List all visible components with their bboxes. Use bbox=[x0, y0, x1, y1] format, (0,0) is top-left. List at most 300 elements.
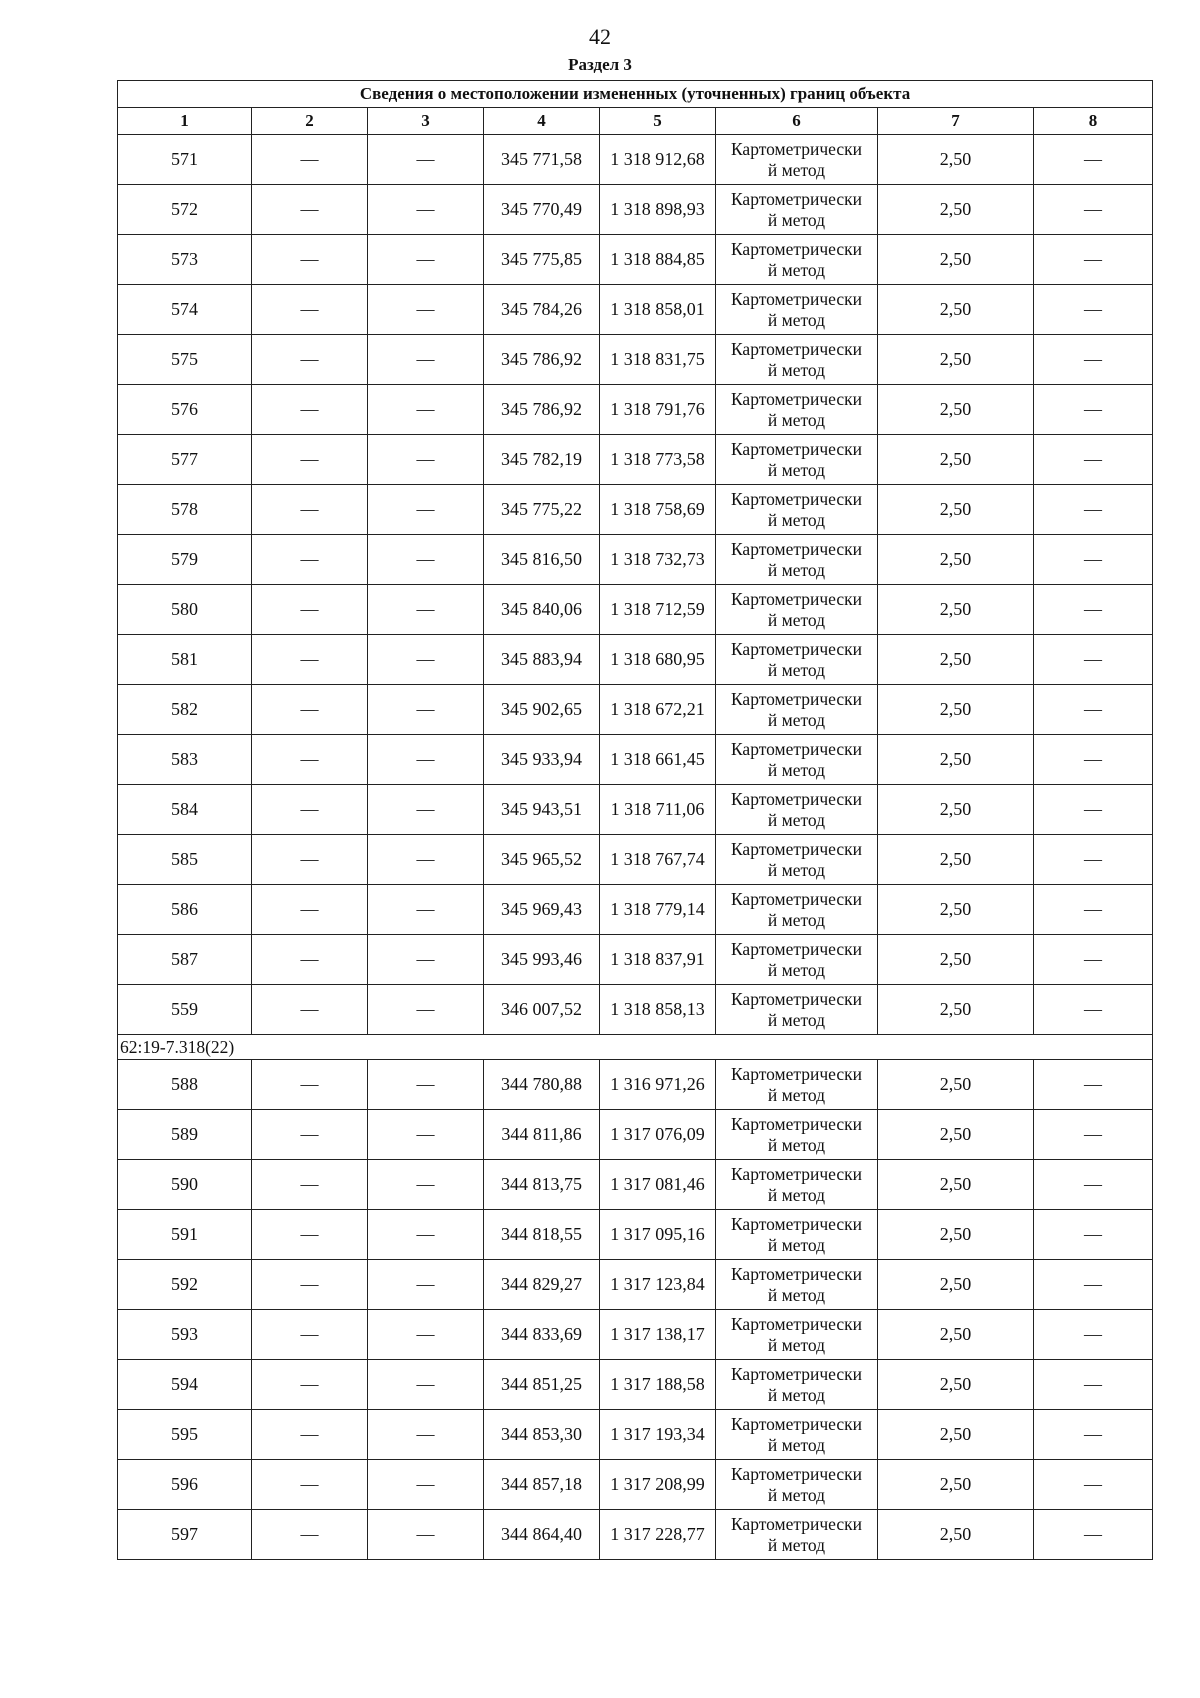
column-8-cell: — bbox=[1034, 1410, 1153, 1460]
method-cell bbox=[716, 385, 878, 435]
accuracy-cell: 2,50 bbox=[878, 135, 1034, 185]
y-coordinate-cell: 1 318 773,58 bbox=[600, 435, 716, 485]
accuracy-cell: 2,50 bbox=[878, 1060, 1034, 1110]
table-row bbox=[118, 1160, 1153, 1210]
method-cell bbox=[716, 585, 878, 635]
method-text-line: й метод bbox=[767, 659, 826, 680]
column-8-cell: — bbox=[1034, 535, 1153, 585]
method-text-line: й метод bbox=[767, 1434, 826, 1455]
point-number-cell: 582 bbox=[118, 685, 252, 735]
column-2-cell: — bbox=[252, 1110, 368, 1160]
method-text-line: й метод bbox=[767, 1184, 826, 1205]
column-2-cell: — bbox=[252, 285, 368, 335]
method-cell bbox=[716, 335, 878, 385]
column-8-cell: — bbox=[1034, 185, 1153, 235]
y-coordinate-cell: 1 317 123,84 bbox=[600, 1260, 716, 1310]
column-3-cell: — bbox=[368, 485, 484, 535]
point-number-cell: 559 bbox=[118, 985, 252, 1035]
point-number-cell: 586 bbox=[118, 885, 252, 935]
table-row bbox=[118, 485, 1153, 535]
y-coordinate-cell: 1 318 858,01 bbox=[600, 285, 716, 335]
x-coordinate-cell: 345 816,50 bbox=[484, 535, 600, 585]
column-2-cell: — bbox=[252, 835, 368, 885]
column-2-cell: — bbox=[252, 1360, 368, 1410]
method-text-line: й метод bbox=[767, 209, 826, 230]
column-number: 4 bbox=[484, 108, 600, 135]
column-number: 7 bbox=[878, 108, 1034, 135]
method-text-line: й метод bbox=[767, 609, 826, 630]
column-3-cell: — bbox=[368, 1510, 484, 1560]
column-8-cell: — bbox=[1034, 635, 1153, 685]
column-number: 1 bbox=[118, 108, 252, 135]
x-coordinate-cell: 344 818,55 bbox=[484, 1210, 600, 1260]
accuracy-cell: 2,50 bbox=[878, 1160, 1034, 1210]
accuracy-cell: 2,50 bbox=[878, 585, 1034, 635]
column-8-cell: — bbox=[1034, 1510, 1153, 1560]
table-row bbox=[118, 435, 1153, 485]
method-text-line: Картометрически bbox=[730, 588, 863, 609]
method-text-line: Картометрически bbox=[730, 888, 863, 909]
method-text-line: Картометрически bbox=[730, 838, 863, 859]
column-2-cell: — bbox=[252, 235, 368, 285]
column-8-cell: — bbox=[1034, 1360, 1153, 1410]
column-2-cell: — bbox=[252, 385, 368, 435]
column-3-cell: — bbox=[368, 685, 484, 735]
column-8-cell: — bbox=[1034, 785, 1153, 835]
accuracy-cell: 2,50 bbox=[878, 435, 1034, 485]
table-row bbox=[118, 735, 1153, 785]
method-text-line: й метод bbox=[767, 1534, 826, 1555]
method-text-line: Картометрически bbox=[730, 1363, 863, 1384]
x-coordinate-cell: 345 771,58 bbox=[484, 135, 600, 185]
column-2-cell: — bbox=[252, 735, 368, 785]
column-2-cell: — bbox=[252, 785, 368, 835]
column-3-cell: — bbox=[368, 785, 484, 835]
column-8-cell: — bbox=[1034, 285, 1153, 335]
method-text-line: й метод bbox=[767, 309, 826, 330]
y-coordinate-cell: 1 318 837,91 bbox=[600, 935, 716, 985]
point-number-cell: 587 bbox=[118, 935, 252, 985]
column-3-cell: — bbox=[368, 885, 484, 935]
method-text-line: Картометрически bbox=[730, 1113, 863, 1134]
point-number-cell: 580 bbox=[118, 585, 252, 635]
column-2-cell: — bbox=[252, 935, 368, 985]
accuracy-cell: 2,50 bbox=[878, 685, 1034, 735]
column-8-cell: — bbox=[1034, 885, 1153, 935]
column-3-cell: — bbox=[368, 235, 484, 285]
method-text-line: Картометрически bbox=[730, 1463, 863, 1484]
accuracy-cell: 2,50 bbox=[878, 535, 1034, 585]
method-text-line: Картометрически bbox=[730, 1163, 863, 1184]
point-number-cell: 571 bbox=[118, 135, 252, 185]
y-coordinate-cell: 1 317 095,16 bbox=[600, 1210, 716, 1260]
table-row bbox=[118, 835, 1153, 885]
method-text-line: Картометрически bbox=[730, 788, 863, 809]
y-coordinate-cell: 1 318 767,74 bbox=[600, 835, 716, 885]
method-text-line: й метод bbox=[767, 1234, 826, 1255]
column-8-cell: — bbox=[1034, 735, 1153, 785]
column-8-cell: — bbox=[1034, 835, 1153, 885]
table-row bbox=[118, 385, 1153, 435]
accuracy-cell: 2,50 bbox=[878, 1310, 1034, 1360]
column-3-cell: — bbox=[368, 985, 484, 1035]
method-cell bbox=[716, 435, 878, 485]
point-number-cell: 595 bbox=[118, 1410, 252, 1460]
column-2-cell: — bbox=[252, 985, 368, 1035]
method-text-line: й метод bbox=[767, 1334, 826, 1355]
method-text-line: Картометрически bbox=[730, 188, 863, 209]
column-2-cell: — bbox=[252, 1510, 368, 1560]
column-2-cell: — bbox=[252, 585, 368, 635]
table-row bbox=[118, 285, 1153, 335]
column-2-cell: — bbox=[252, 1310, 368, 1360]
x-coordinate-cell: 345 840,06 bbox=[484, 585, 600, 635]
column-3-cell: — bbox=[368, 535, 484, 585]
method-cell bbox=[716, 285, 878, 335]
method-text-line: й метод bbox=[767, 1384, 826, 1405]
column-3-cell: — bbox=[368, 1060, 484, 1110]
method-cell bbox=[716, 1460, 878, 1510]
column-8-cell: — bbox=[1034, 1110, 1153, 1160]
table-row bbox=[118, 1210, 1153, 1260]
x-coordinate-cell: 346 007,52 bbox=[484, 985, 600, 1035]
table-row bbox=[118, 1310, 1153, 1360]
column-3-cell: — bbox=[368, 735, 484, 785]
column-3-cell: — bbox=[368, 635, 484, 685]
y-coordinate-cell: 1 318 661,45 bbox=[600, 735, 716, 785]
method-cell bbox=[716, 135, 878, 185]
column-3-cell: — bbox=[368, 285, 484, 335]
table-row bbox=[118, 585, 1153, 635]
accuracy-cell: 2,50 bbox=[878, 1410, 1034, 1460]
y-coordinate-cell: 1 318 711,06 bbox=[600, 785, 716, 835]
method-cell bbox=[716, 1360, 878, 1410]
method-text-line: й метод bbox=[767, 859, 826, 880]
x-coordinate-cell: 345 902,65 bbox=[484, 685, 600, 735]
method-text-line: Картометрически bbox=[730, 1313, 863, 1334]
method-text-line: Картометрически bbox=[730, 988, 863, 1009]
column-2-cell: — bbox=[252, 485, 368, 535]
column-2-cell: — bbox=[252, 435, 368, 485]
method-text-line: й метод bbox=[767, 259, 826, 280]
column-3-cell: — bbox=[368, 585, 484, 635]
group-label: 62:19-7.318(22) bbox=[118, 1035, 1153, 1060]
column-3-cell: — bbox=[368, 1360, 484, 1410]
column-3-cell: — bbox=[368, 1460, 484, 1510]
point-number-cell: 589 bbox=[118, 1110, 252, 1160]
column-2-cell: — bbox=[252, 635, 368, 685]
column-8-cell: — bbox=[1034, 1160, 1153, 1210]
x-coordinate-cell: 345 782,19 bbox=[484, 435, 600, 485]
column-number: 5 bbox=[600, 108, 716, 135]
table-row bbox=[118, 535, 1153, 585]
method-text-line: Картометрически bbox=[730, 338, 863, 359]
method-cell bbox=[716, 1260, 878, 1310]
method-text-line: Картометрически bbox=[730, 1213, 863, 1234]
method-cell bbox=[716, 935, 878, 985]
accuracy-cell: 2,50 bbox=[878, 235, 1034, 285]
method-cell bbox=[716, 635, 878, 685]
point-number-cell: 578 bbox=[118, 485, 252, 535]
column-number: 2 bbox=[252, 108, 368, 135]
y-coordinate-cell: 1 317 228,77 bbox=[600, 1510, 716, 1560]
method-cell bbox=[716, 185, 878, 235]
method-cell bbox=[716, 885, 878, 935]
x-coordinate-cell: 345 993,46 bbox=[484, 935, 600, 985]
column-8-cell: — bbox=[1034, 1310, 1153, 1360]
method-text-line: й метод bbox=[767, 409, 826, 430]
table-caption: Сведения о местоположении измененных (уточненных) границ объекта bbox=[118, 81, 1153, 108]
column-3-cell: — bbox=[368, 835, 484, 885]
method-cell bbox=[716, 785, 878, 835]
point-number-cell: 575 bbox=[118, 335, 252, 385]
point-number-cell: 590 bbox=[118, 1160, 252, 1210]
point-number-cell: 576 bbox=[118, 385, 252, 435]
method-text-line: й метод bbox=[767, 559, 826, 580]
point-number-cell: 591 bbox=[118, 1210, 252, 1260]
table-row bbox=[118, 635, 1153, 685]
method-text-line: й метод bbox=[767, 1009, 826, 1030]
accuracy-cell: 2,50 bbox=[878, 735, 1034, 785]
accuracy-cell: 2,50 bbox=[878, 885, 1034, 935]
method-text-line: Картометрически bbox=[730, 388, 863, 409]
column-2-cell: — bbox=[252, 1060, 368, 1110]
point-number-cell: 597 bbox=[118, 1510, 252, 1560]
x-coordinate-cell: 344 851,25 bbox=[484, 1360, 600, 1410]
method-cell bbox=[716, 1510, 878, 1560]
method-text-line: Картометрически bbox=[730, 438, 863, 459]
method-text-line: й метод bbox=[767, 809, 826, 830]
method-text-line: й метод bbox=[767, 709, 826, 730]
column-2-cell: — bbox=[252, 185, 368, 235]
column-8-cell: — bbox=[1034, 385, 1153, 435]
x-coordinate-cell: 344 853,30 bbox=[484, 1410, 600, 1460]
section-title: Раздел 3 bbox=[568, 55, 632, 74]
method-text-line: Картометрически bbox=[730, 738, 863, 759]
column-8-cell: — bbox=[1034, 485, 1153, 535]
x-coordinate-cell: 344 864,40 bbox=[484, 1510, 600, 1560]
method-text-line: й метод bbox=[767, 759, 826, 780]
x-coordinate-cell: 344 811,86 bbox=[484, 1110, 600, 1160]
method-text-line: Картометрически bbox=[730, 288, 863, 309]
method-cell bbox=[716, 1310, 878, 1360]
y-coordinate-cell: 1 317 081,46 bbox=[600, 1160, 716, 1210]
method-cell bbox=[716, 1060, 878, 1110]
method-text-line: й метод bbox=[767, 959, 826, 980]
y-coordinate-cell: 1 317 188,58 bbox=[600, 1360, 716, 1410]
method-cell bbox=[716, 835, 878, 885]
x-coordinate-cell: 344 833,69 bbox=[484, 1310, 600, 1360]
column-3-cell: — bbox=[368, 1210, 484, 1260]
x-coordinate-cell: 345 883,94 bbox=[484, 635, 600, 685]
table-row bbox=[118, 1460, 1153, 1510]
column-3-cell: — bbox=[368, 435, 484, 485]
accuracy-cell: 2,50 bbox=[878, 1210, 1034, 1260]
table-row bbox=[118, 235, 1153, 285]
method-cell bbox=[716, 735, 878, 785]
x-coordinate-cell: 344 780,88 bbox=[484, 1060, 600, 1110]
x-coordinate-cell: 345 770,49 bbox=[484, 185, 600, 235]
point-number-cell: 573 bbox=[118, 235, 252, 285]
y-coordinate-cell: 1 318 732,73 bbox=[600, 535, 716, 585]
x-coordinate-cell: 345 775,22 bbox=[484, 485, 600, 535]
column-8-cell: — bbox=[1034, 985, 1153, 1035]
page-number: 42 bbox=[589, 24, 611, 49]
column-3-cell: — bbox=[368, 1260, 484, 1310]
column-number: 8 bbox=[1034, 108, 1153, 135]
column-8-cell: — bbox=[1034, 1210, 1153, 1260]
method-text-line: й метод bbox=[767, 459, 826, 480]
column-2-cell: — bbox=[252, 885, 368, 935]
column-2-cell: — bbox=[252, 1260, 368, 1310]
x-coordinate-cell: 345 775,85 bbox=[484, 235, 600, 285]
method-text-line: й метод bbox=[767, 359, 826, 380]
point-number-cell: 584 bbox=[118, 785, 252, 835]
method-text-line: й метод bbox=[767, 159, 826, 180]
method-text-line: Картометрически bbox=[730, 238, 863, 259]
column-8-cell: — bbox=[1034, 335, 1153, 385]
column-2-cell: — bbox=[252, 1160, 368, 1210]
accuracy-cell: 2,50 bbox=[878, 485, 1034, 535]
y-coordinate-cell: 1 318 791,76 bbox=[600, 385, 716, 435]
y-coordinate-cell: 1 318 672,21 bbox=[600, 685, 716, 735]
column-3-cell: — bbox=[368, 1310, 484, 1360]
column-8-cell: — bbox=[1034, 935, 1153, 985]
column-2-cell: — bbox=[252, 685, 368, 735]
column-8-cell: — bbox=[1034, 1260, 1153, 1310]
column-8-cell: — bbox=[1034, 135, 1153, 185]
method-text-line: й метод bbox=[767, 1134, 826, 1155]
method-text-line: Картометрически bbox=[730, 1063, 863, 1084]
y-coordinate-cell: 1 317 193,34 bbox=[600, 1410, 716, 1460]
y-coordinate-cell: 1 317 138,17 bbox=[600, 1310, 716, 1360]
x-coordinate-cell: 344 829,27 bbox=[484, 1260, 600, 1310]
x-coordinate-cell: 344 857,18 bbox=[484, 1460, 600, 1510]
column-8-cell: — bbox=[1034, 235, 1153, 285]
column-2-cell: — bbox=[252, 1460, 368, 1510]
point-number-cell: 572 bbox=[118, 185, 252, 235]
table-row bbox=[118, 935, 1153, 985]
x-coordinate-cell: 345 933,94 bbox=[484, 735, 600, 785]
point-number-cell: 577 bbox=[118, 435, 252, 485]
x-coordinate-cell: 344 813,75 bbox=[484, 1160, 600, 1210]
accuracy-cell: 2,50 bbox=[878, 1460, 1034, 1510]
table-row bbox=[118, 1360, 1153, 1410]
column-2-cell: — bbox=[252, 1210, 368, 1260]
x-coordinate-cell: 345 786,92 bbox=[484, 385, 600, 435]
point-number-cell: 581 bbox=[118, 635, 252, 685]
table-row bbox=[118, 185, 1153, 235]
x-coordinate-cell: 345 969,43 bbox=[484, 885, 600, 935]
column-3-cell: — bbox=[368, 385, 484, 435]
accuracy-cell: 2,50 bbox=[878, 385, 1034, 435]
column-3-cell: — bbox=[368, 935, 484, 985]
method-text-line: й метод bbox=[767, 1484, 826, 1505]
method-text-line: Картометрически bbox=[730, 638, 863, 659]
accuracy-cell: 2,50 bbox=[878, 185, 1034, 235]
method-text-line: й метод bbox=[767, 1084, 826, 1105]
method-cell bbox=[716, 985, 878, 1035]
method-text-line: Картометрически bbox=[730, 1413, 863, 1434]
point-number-cell: 593 bbox=[118, 1310, 252, 1360]
column-3-cell: — bbox=[368, 1410, 484, 1460]
column-2-cell: — bbox=[252, 535, 368, 585]
point-number-cell: 583 bbox=[118, 735, 252, 785]
point-number-cell: 574 bbox=[118, 285, 252, 335]
y-coordinate-cell: 1 317 208,99 bbox=[600, 1460, 716, 1510]
point-number-cell: 585 bbox=[118, 835, 252, 885]
y-coordinate-cell: 1 318 898,93 bbox=[600, 185, 716, 235]
column-8-cell: — bbox=[1034, 435, 1153, 485]
method-cell bbox=[716, 535, 878, 585]
method-text-line: Картометрически bbox=[730, 688, 863, 709]
accuracy-cell: 2,50 bbox=[878, 1360, 1034, 1410]
x-coordinate-cell: 345 784,26 bbox=[484, 285, 600, 335]
y-coordinate-cell: 1 318 858,13 bbox=[600, 985, 716, 1035]
method-text-line: й метод bbox=[767, 1284, 826, 1305]
table-row bbox=[118, 985, 1153, 1035]
x-coordinate-cell: 345 965,52 bbox=[484, 835, 600, 885]
table-row bbox=[118, 785, 1153, 835]
column-2-cell: — bbox=[252, 335, 368, 385]
method-cell bbox=[716, 485, 878, 535]
accuracy-cell: 2,50 bbox=[878, 935, 1034, 985]
x-coordinate-cell: 345 943,51 bbox=[484, 785, 600, 835]
method-cell bbox=[716, 1410, 878, 1460]
table-row bbox=[118, 1260, 1153, 1310]
accuracy-cell: 2,50 bbox=[878, 1260, 1034, 1310]
method-cell bbox=[716, 685, 878, 735]
method-text-line: Картометрически bbox=[730, 1513, 863, 1534]
table-row bbox=[118, 1410, 1153, 1460]
column-2-cell: — bbox=[252, 135, 368, 185]
method-cell bbox=[716, 1160, 878, 1210]
y-coordinate-cell: 1 318 680,95 bbox=[600, 635, 716, 685]
column-number: 3 bbox=[368, 108, 484, 135]
table-row bbox=[118, 1110, 1153, 1160]
table-row bbox=[118, 335, 1153, 385]
column-8-cell: — bbox=[1034, 1460, 1153, 1510]
accuracy-cell: 2,50 bbox=[878, 835, 1034, 885]
coordinates-table bbox=[117, 80, 1153, 1560]
group-label-row bbox=[118, 1035, 1153, 1060]
column-2-cell: — bbox=[252, 1410, 368, 1460]
point-number-cell: 588 bbox=[118, 1060, 252, 1110]
point-number-cell: 594 bbox=[118, 1360, 252, 1410]
y-coordinate-cell: 1 316 971,26 bbox=[600, 1060, 716, 1110]
y-coordinate-cell: 1 318 712,59 bbox=[600, 585, 716, 635]
column-3-cell: — bbox=[368, 1160, 484, 1210]
method-text-line: Картометрически bbox=[730, 938, 863, 959]
method-cell bbox=[716, 1110, 878, 1160]
y-coordinate-cell: 1 318 912,68 bbox=[600, 135, 716, 185]
column-3-cell: — bbox=[368, 135, 484, 185]
accuracy-cell: 2,50 bbox=[878, 335, 1034, 385]
point-number-cell: 596 bbox=[118, 1460, 252, 1510]
method-text-line: Картометрически bbox=[730, 538, 863, 559]
column-number: 6 bbox=[716, 108, 878, 135]
y-coordinate-cell: 1 318 884,85 bbox=[600, 235, 716, 285]
method-text-line: Картометрически bbox=[730, 1263, 863, 1284]
y-coordinate-cell: 1 318 831,75 bbox=[600, 335, 716, 385]
accuracy-cell: 2,50 bbox=[878, 635, 1034, 685]
method-text-line: й метод bbox=[767, 509, 826, 530]
method-text-line: Картометрически bbox=[730, 138, 863, 159]
table-row bbox=[118, 685, 1153, 735]
table-row bbox=[118, 1060, 1153, 1110]
column-8-cell: — bbox=[1034, 585, 1153, 635]
method-cell bbox=[716, 235, 878, 285]
